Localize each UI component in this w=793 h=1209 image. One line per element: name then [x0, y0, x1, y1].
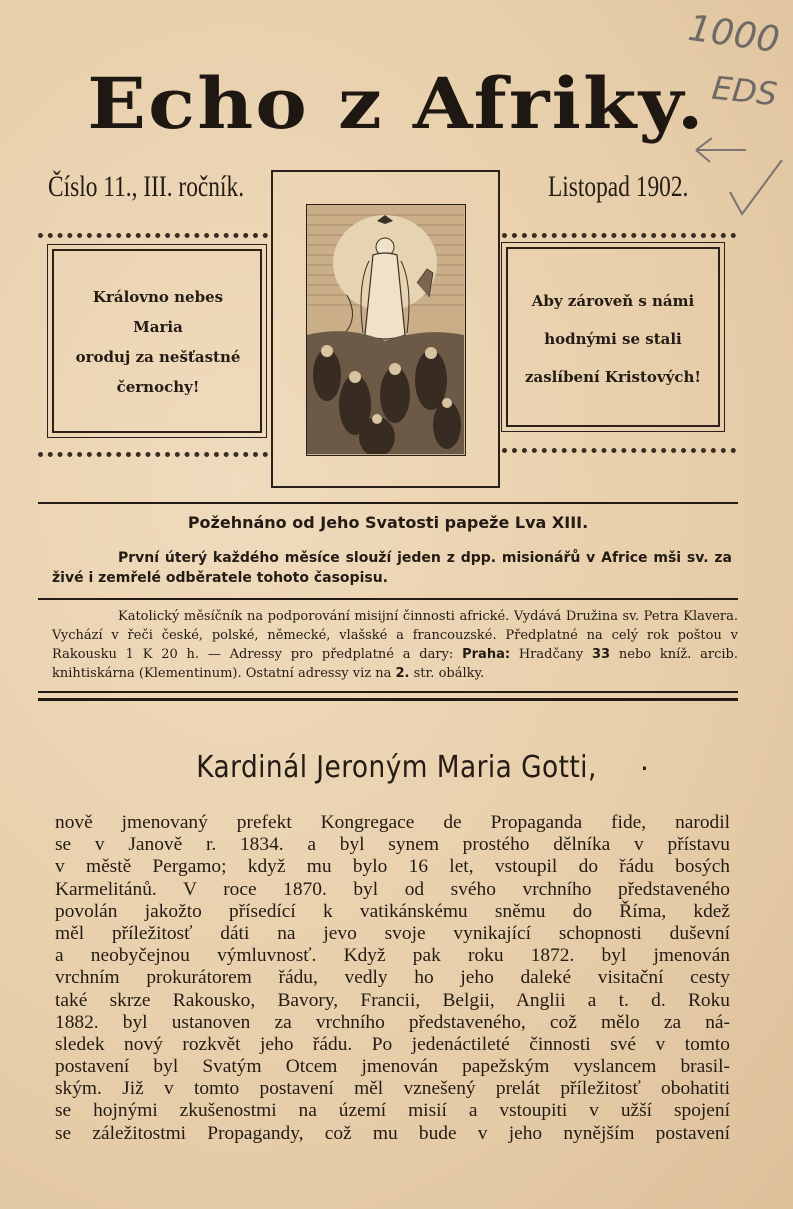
header-rule-3b [38, 698, 738, 701]
article-line: také skrze Rakousko, Bavory, Francii, Belgii, Anglii a t. d. Roku [55, 989, 730, 1011]
handwritten-note-top: 1000 [685, 7, 783, 62]
publication-info-part2: Hradčany [518, 647, 584, 662]
article-title: Kardinál Jeroným Maria Gotti, [196, 750, 597, 785]
article-line: vrchním prokurátorem řádu, vedly ho jeho daleké visitační cesty [55, 967, 730, 989]
right-motto-line-3: zaslíbení Kristových! [524, 368, 701, 386]
masthead-title: Echo z Afriky. [87, 62, 706, 145]
handwritten-note-mid: EDS [710, 68, 779, 114]
madonna-engraving-image [307, 205, 464, 454]
article-line: 1882. byl ustanoven za vrchního představeného, což mělo za ná- [55, 1011, 730, 1033]
left-motto [58, 282, 258, 402]
publication-info-number: 33 [592, 647, 611, 662]
issue-date: Listopad 1902. [548, 170, 689, 203]
publication-info-page: 2. [395, 666, 410, 681]
mass-notice: První úterý každého měsíce slouží jeden z dpp. misionářů v Africe mši sv. za živé i zemřelé odběratele tohoto časopisu. [52, 550, 732, 586]
article-line: sledek nový rozkvět jeho řádu. Po jedenáctileté činnosti své v tomto [55, 1033, 730, 1055]
papal-blessing: Požehnáno od Jeho Svatosti papeže Lva XIII. [187, 513, 589, 532]
publication-info [52, 607, 738, 683]
left-motto-line-4: černochy! [116, 378, 200, 396]
article-line: povolán jakožto přísedící k vatikánskému sněmu do Říma, kdež [55, 900, 730, 922]
article-line: se v Janově r. 1834. a byl synem prostého dělníka v přístavu [55, 834, 730, 856]
publication-info-praha: Praha: [462, 647, 511, 662]
madonna-engraving [306, 204, 466, 456]
publication-info-part3: nebo kníž. arcib. knihtiskárna (Klementinum). Ostatní adressy viz na [52, 647, 738, 681]
article-line: se záležitostmi Propagandy, což mu bude v jeho nynějším postavení [55, 1122, 730, 1144]
article-line: postavení byl Svatým Otcem jmenován papežským vyslancem brasil- [55, 1056, 730, 1078]
right-motto [510, 282, 716, 396]
article-body [55, 812, 730, 1145]
article-line: Karmelitánů. V roce 1870. byl od svého vrchního představeného [55, 878, 730, 900]
left-motto-line-3: oroduj za nešťastné [75, 348, 241, 366]
publication-info-part1: Katolický měsíčník na podporování misijní činnosti africké. Vydává Družina sv. Petra Klavera. Vychází v řeči české, polské, německé, vlašské a francouzské. Předplatné na celý rok poštou v Rakousku 1 K 20 h. — Adressy pro předplatné a dary: [52, 609, 738, 662]
right-motto-line-2: hodnými se stali [544, 330, 682, 348]
article-line: a neobyčejnou výmluvnosť. Když pak roku 1872. byl jmenován [55, 945, 730, 967]
publication-info-part4: str. obálky. [413, 666, 485, 681]
article-line: ským. Již v tomto postavení měl vznešený prelát příležitosť obohatiti [55, 1078, 730, 1100]
article-line: nově jmenovaný prefekt Kongregace de Propaganda fide, narodil [55, 812, 730, 833]
article-line: v městě Pergamo; když mu bylo 16 let, vstoupil do řádu bosých [55, 856, 730, 878]
right-motto-line-1: Aby zároveň s námi [531, 292, 695, 310]
article-line: měl příležitosť dáti na jevo svoje vynikající schopnosti duševní [55, 922, 730, 944]
header-rule-3a [38, 691, 738, 693]
header-rule-1 [38, 502, 738, 504]
article-line: se hojnými zkušenostmi na území misií a vstoupiti v užší spojení [55, 1100, 730, 1122]
issue-number: Číslo 11., III. ročník. [48, 170, 245, 203]
left-motto-line-1: Královno nebes [92, 288, 224, 306]
header-rule-2 [38, 598, 738, 600]
article-title-mark: · [640, 752, 649, 785]
left-motto-line-2: Maria [133, 318, 183, 336]
